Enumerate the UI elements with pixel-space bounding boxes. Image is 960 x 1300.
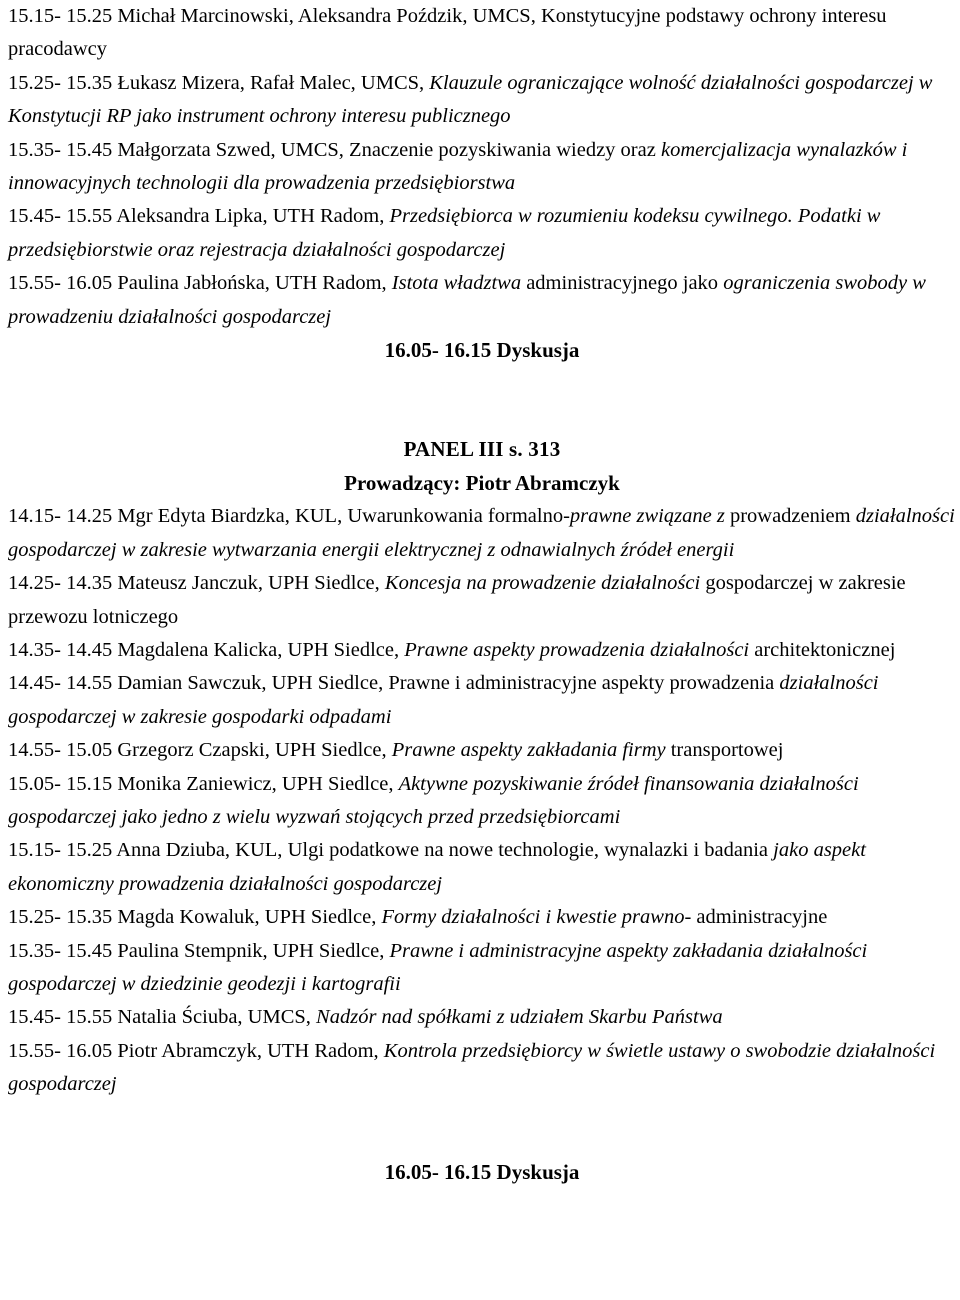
entry-title: Klauzule ograniczające wolność działalności gospodarczej w Konstytucji RP jako instrument ochrony interesu publicznego	[8, 71, 933, 128]
entry-title-cont: transportowej	[670, 739, 784, 762]
entry-time: 15.25- 15.35	[8, 71, 113, 94]
entry-time: 14.25- 14.35	[8, 572, 113, 595]
entry-title: Nadzór nad spółkami z udziałem Skarbu Państwa	[316, 1006, 723, 1029]
entry-authors: Damian Sawczuk, UPH Siedlce,	[117, 672, 384, 695]
agenda-entry	[8, 734, 956, 767]
entry-time: 15.45- 15.55	[8, 205, 113, 228]
entry-title: Prawne aspekty zakładania firmy	[391, 739, 666, 762]
entry-authors: Grzegorz Czapski, UPH Siedlce,	[117, 739, 387, 762]
agenda-entry	[8, 267, 956, 334]
entry-title: Ulgi podatkowe na nowe technologie, wynalazki i badania	[287, 839, 769, 862]
entry-authors: Piotr Abramczyk, UTH Radom,	[117, 1039, 379, 1062]
panel-moderator: Prowadzący: Piotr Abramczyk	[344, 470, 620, 495]
entry-title-cont: prawne związane z	[569, 505, 725, 528]
entry-title: administracyjnego jako	[526, 272, 719, 295]
entry-title-lead: Istota władztwa	[391, 272, 522, 295]
agenda-entry	[8, 901, 956, 934]
entry-title-cont: działalności gospodarczej w zakresie wytwarzania energii elektrycznej z odnawialnych źródeł energii	[8, 505, 955, 561]
entry-title-cont: gospodarczej w zakresie przewozu lotniczego	[8, 572, 906, 628]
entry-authors: Małgorzata Szwed, UMCS, Znaczenie pozyskiwania wiedzy oraz	[117, 138, 656, 161]
top-session-list	[8, 0, 956, 367]
entry-authors: Michał Marcinowski, Aleksandra Poździk, UMCS,	[117, 5, 536, 27]
agenda-entry	[8, 67, 956, 134]
entry-time: 15.55- 16.05	[8, 272, 113, 295]
entry-title-cont: administracyjne	[696, 906, 828, 929]
entry-time: 15.35- 15.45	[8, 939, 113, 962]
agenda-entry	[8, 667, 956, 734]
entry-time: 15.15- 15.25	[8, 5, 113, 27]
entry-title: Aktywne pozyskiwanie źródeł finansowania działalności gospodarczej jako jedno z wielu wyzwań stojących przed przedsiębiorcami	[8, 772, 859, 828]
entry-title: Prawne aspekty prowadzenia działalności	[404, 638, 750, 661]
section-gap	[8, 367, 956, 433]
entry-title: komercjalizacja wynalazków i innowacyjnych technologii dla prowadzenia przedsiębiorstwa	[8, 138, 908, 195]
entry-title: Prawne i administracyjne aspekty zakładania działalności gospodarczej w dziedzinie geodezji i kartografii	[8, 939, 868, 995]
entry-authors: Aleksandra Lipka, UTH Radom,	[116, 205, 385, 228]
entry-authors: Paulina Jabłońska, UTH Radom,	[117, 272, 387, 295]
entry-authors: Magda Kowaluk, UPH Siedlce,	[117, 906, 377, 929]
agenda-entry	[8, 1001, 956, 1034]
discussion-heading: 16.05- 16.15 Dyskusja	[384, 1159, 580, 1184]
entry-time: 14.55- 15.05	[8, 739, 113, 762]
entry-title-cont: ograniczenia swobody w prowadzeniu działalności gospodarczej	[8, 272, 926, 328]
entry-time: 14.35- 14.45	[8, 638, 113, 661]
agenda-entry	[8, 500, 956, 567]
entry-time: 14.45- 14.55	[8, 672, 113, 695]
entry-title-cont: architektonicznej	[754, 638, 896, 661]
entry-time: 15.15- 15.25	[8, 839, 113, 862]
entry-time: 15.05- 15.15	[8, 772, 113, 795]
agenda-entry	[8, 834, 956, 901]
entry-time: 14.15- 14.25	[8, 505, 113, 528]
entry-time: 15.45- 15.55	[8, 1006, 113, 1029]
entry-title: Przedsiębiorca w rozumieniu kodeksu cywilnego. Podatki w przedsiębiorstwie oraz rejestracja działalności gospodarczej	[8, 205, 881, 261]
agenda-entry	[8, 200, 956, 267]
entry-authors: Paulina Stempnik, UPH Siedlce,	[117, 939, 385, 962]
entry-title: Konstytucyjne podstawy ochrony interesu pracodawcy	[8, 5, 887, 61]
agenda-entry	[8, 768, 956, 835]
entry-time: 15.55- 16.05	[8, 1039, 113, 1062]
entry-authors: Natalia Ściuba, UMCS,	[117, 1006, 311, 1029]
panel-section	[8, 433, 956, 1101]
entry-authors: Magdalena Kalicka, UPH Siedlce,	[117, 638, 400, 661]
agenda-entry	[8, 1035, 956, 1102]
entry-title-cont: działalności gospodarczej w zakresie gospodarki odpadami	[8, 672, 879, 728]
agenda-entry	[8, 634, 956, 667]
section-gap	[8, 1102, 956, 1156]
entry-authors: Mateusz Janczuk, UPH Siedlce,	[117, 572, 380, 595]
discussion-heading: 16.05- 16.15 Dyskusja	[384, 338, 580, 363]
entry-time: 15.25- 15.35	[8, 906, 113, 929]
entry-title: Formy działalności i kwestie prawno-	[381, 906, 692, 929]
agenda-entry	[8, 134, 956, 201]
entry-title: Uwarunkowania formalno-	[347, 505, 570, 528]
entry-title: Koncesja na prowadzenie działalności	[384, 572, 701, 595]
entry-authors: Mgr Edyta Biardzka, KUL,	[117, 505, 343, 528]
entry-authors: Anna Dziuba, KUL,	[116, 839, 283, 862]
agenda-entry	[8, 567, 956, 634]
entry-authors: Monika Zaniewicz, UPH Siedlce,	[117, 772, 394, 795]
panel-title: PANEL III s. 313	[403, 437, 561, 462]
entry-title: Kontrola przedsiębiorcy w świetle ustawy o swobodzie działalności gospodarczej	[8, 1039, 936, 1096]
agenda-entry	[8, 935, 956, 1002]
entry-title-cont: prowadzeniem	[729, 505, 851, 528]
agenda-entry	[8, 0, 956, 67]
entry-title-cont: jako aspekt ekonomiczny prowadzenia działalności gospodarczej	[8, 839, 866, 895]
entry-title: Prawne i administracyjne aspekty prowadzenia	[388, 672, 775, 695]
entry-time: 15.35- 15.45	[8, 138, 113, 161]
entry-authors: Łukasz Mizera, Rafał Malec, UMCS,	[117, 71, 425, 94]
